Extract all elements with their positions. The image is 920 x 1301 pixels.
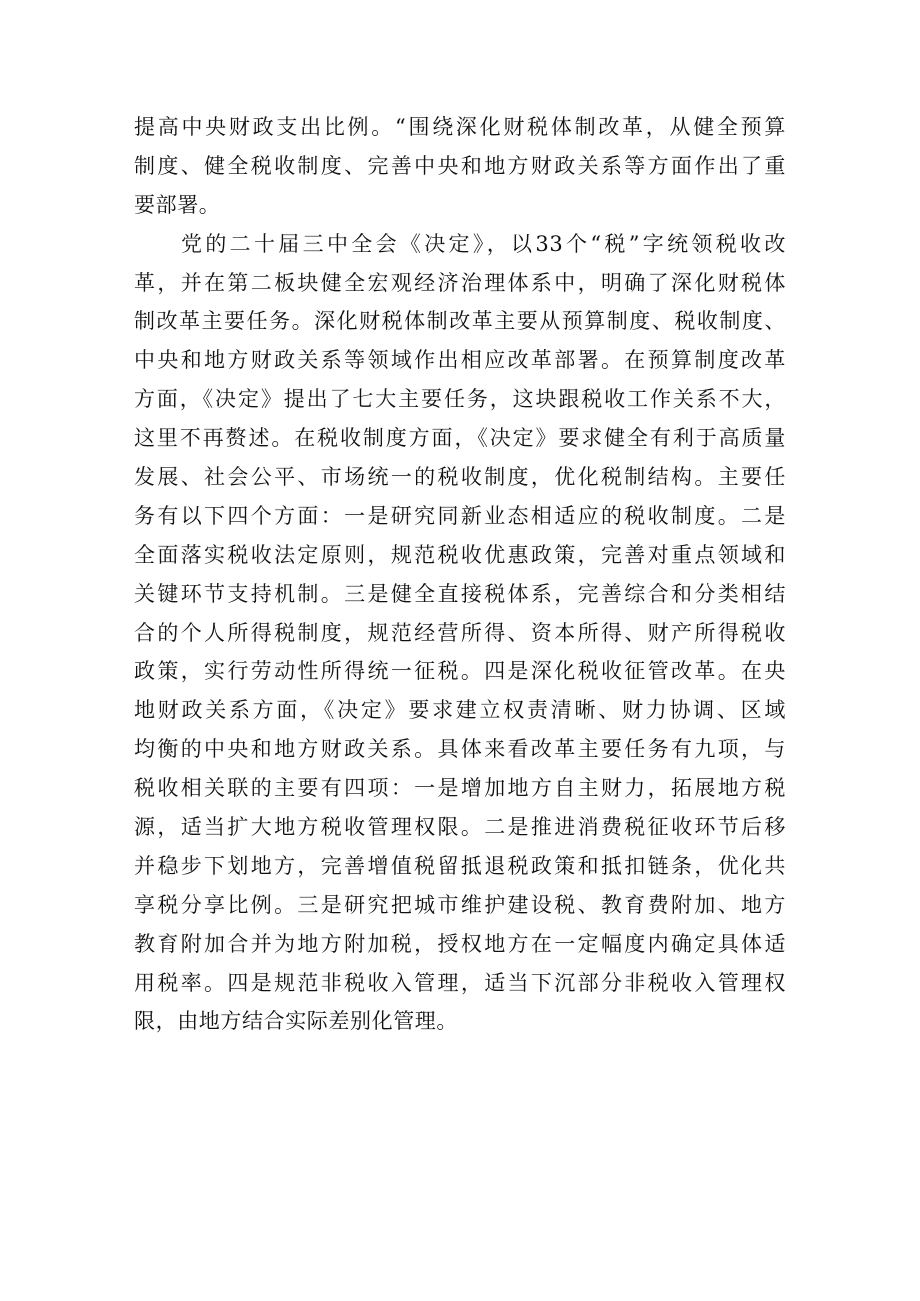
paragraph-line: 享税分享比例。三是研究把城市维护建设税、教育费附加、地方 bbox=[134, 892, 786, 917]
paragraph-line: 革，并在第二板块健全宏观经济治理体系中，明确了深化财税体 bbox=[134, 270, 786, 295]
paragraph-line: 提高中央财政支出比例。“围绕深化财税体制改革，从健全预算 bbox=[134, 115, 786, 139]
paragraph-2 bbox=[134, 225, 786, 1042]
paragraph-line: 发展、社会公平、市场统一的税收制度，优化税制结构。主要任 bbox=[134, 465, 786, 490]
paragraph-line: 地财政关系方面，《决定》要求建立权责清晰、财力协调、区域 bbox=[134, 698, 786, 723]
document-body bbox=[134, 108, 786, 1041]
paragraph-line: 源，适当扩大地方税收管理权限。二是推进消费税征收环节后移 bbox=[134, 815, 786, 840]
paragraph-line: 教育附加合并为地方附加税，授权地方在一定幅度内确定具体适 bbox=[134, 931, 786, 956]
paragraph-line: 方面，《决定》提出了七大主要任务，这块跟税收工作关系不大， bbox=[134, 387, 786, 412]
paragraph-line: 税收相关联的主要有四项：一是增加地方自主财力，拓展地方税 bbox=[134, 776, 786, 801]
paragraph-line: 政策，实行劳动性所得统一征税。四是深化税收征管改革。在央 bbox=[134, 659, 786, 684]
paragraph-line: 用税率。四是规范非税收入管理，适当下沉部分非税收入管理权 bbox=[134, 970, 786, 995]
paragraph-line: 全面落实税收法定原则，规范税收优惠政策，完善对重点领域和 bbox=[134, 542, 786, 567]
paragraph-line: 党的二十届三中全会《决定》，以33个“税”字统领税收改 bbox=[181, 231, 786, 256]
paragraph-line: 制改革主要任务。深化财税体制改革主要从预算制度、税收制度、 bbox=[134, 309, 786, 334]
paragraph-line: 制度、健全税收制度、完善中央和地方财政关系等方面作出了重 bbox=[134, 153, 786, 178]
paragraph-line: 要部署。 bbox=[134, 192, 221, 217]
paragraph-line: 合的个人所得税制度，规范经营所得、资本所得、财产所得税收 bbox=[134, 620, 786, 645]
paragraph-line: 务有以下四个方面：一是研究同新业态相适应的税收制度。二是 bbox=[134, 503, 786, 528]
paragraph-line: 限，由地方结合实际差别化管理。 bbox=[134, 1009, 458, 1034]
paragraph-line: 中央和地方财政关系等领域作出相应改革部署。在预算制度改革 bbox=[134, 348, 786, 373]
paragraph-line: 均衡的中央和地方财政关系。具体来看改革主要任务有九项，与 bbox=[134, 737, 786, 762]
paragraph-line: 这里不再赘述。在税收制度方面，《决定》要求健全有利于高质量 bbox=[134, 426, 786, 451]
paragraph-1 bbox=[134, 108, 786, 225]
paragraph-line: 关键环节支持机制。三是健全直接税体系，完善综合和分类相结 bbox=[134, 581, 786, 606]
paragraph-line: 并稳步下划地方，完善增值税留抵退税政策和抵扣链条，优化共 bbox=[134, 853, 786, 878]
